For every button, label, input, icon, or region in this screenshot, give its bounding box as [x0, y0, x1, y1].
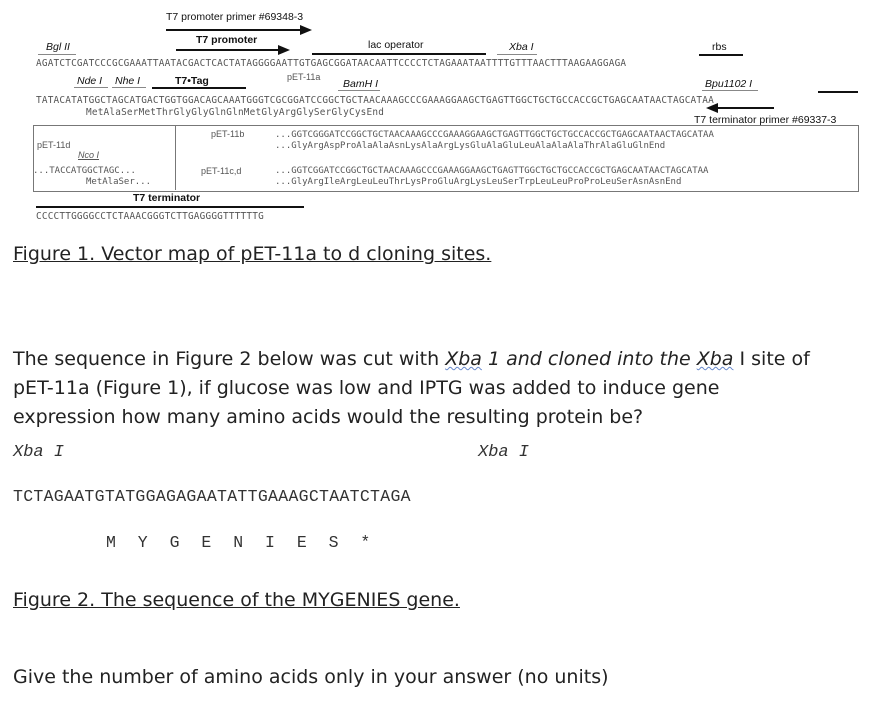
pet11d-label: pET-11d	[37, 140, 71, 150]
bamh1-label: BamH I	[343, 78, 379, 90]
pet11cd-sequence: ...GGTCGGATCCGGCTGCTAACAAAGCCCGAAAGGAAGCTGAGTTGGCTGCTGCCACCGCTGAGCAATAACTAGCATAA	[275, 166, 709, 176]
lac-operator-label: lac operator	[368, 39, 424, 51]
pet11b-sequence: ...GGTCGGGATCCGGCTGCTAACAAAGCCCGAAAGGAAGCTGAGTTGGCTGCTGCCACCGCTGAGCAATAACTAGCATAA	[275, 130, 714, 140]
bpu1102-label: Bpu1102 I	[705, 78, 753, 90]
t7-terminator-label: T7 terminator	[133, 192, 201, 204]
xba1-label: Xba I	[509, 41, 534, 53]
nde1-label: Nde I	[77, 75, 103, 87]
t7-promoter-arrow	[176, 44, 296, 56]
pet11b-aa: ...GlyArgAspProAlaAlaAsnLysAlaArgLysGluAlaGluLeuAlaAlaAlaThrAlaGluGlnEnd	[275, 141, 666, 151]
t7-terminator-primer-label: T7 terminator primer #69337-3	[694, 114, 837, 126]
pet11d-sequence: ...TACCATGGCTAGC...	[33, 166, 136, 176]
figure-2-caption: Figure 2. The sequence of the MYGENIES gene.	[13, 589, 460, 611]
t7-promoter-primer-label: T7 promoter primer #69348-3	[166, 11, 304, 23]
mygenies-sequence: TCTAGAATGTATGGAGAGAATATTGAAAGCTAATCTAGA	[13, 487, 411, 506]
pet11cd-aa: ...GlyArgIleArgLeuLeuThrLysProGluArgLysLeuSerTrpLeuLeuProProLeuSerAsnAsnEnd	[275, 177, 682, 187]
figure-1-caption: Figure 1. Vector map of pET-11a to d cloning sites.	[13, 243, 492, 265]
t7-promoter-label: T7 promoter	[196, 34, 258, 46]
xba-left-label: Xba I	[13, 443, 65, 462]
amino-acid-translation: M Y G E N I E S *	[106, 533, 373, 552]
sequence-line-1: AGATCTCGATCCCGCGAAATTAATACGACTCACTATAGGGGAATTGTGAGCGGATAACAATTCCCCTCTAGAAATAATTTTGTTTAACTTTAAGAAGGAGA	[36, 58, 627, 69]
answer-instruction: Give the number of amino acids only in your answer (no units)	[13, 666, 609, 688]
pet11d-aa: MetAlaSer...	[86, 177, 152, 187]
rbs-label: rbs	[712, 41, 727, 53]
pet11cd-label: pET-11c,d	[201, 166, 242, 176]
sequence-last-line: CCCCTTGGGGCCTCTAAACGGGTCTTGAGGGGTTTTTTG	[36, 211, 264, 222]
bgl2-label: Bgl II	[46, 41, 70, 53]
pet11a-label: pET-11a	[287, 72, 321, 82]
xba-right-label: Xba I	[478, 443, 530, 462]
question-text: The sequence in Figure 2 below was cut with Xba 1 and cloned into the Xba I site of pET-11a (Figure 1), if glucose was low and IPTG was added to induce gene expression how many amino acids would the resulting protein be?	[13, 348, 810, 428]
aa-line-2: MetAlaSerMetThrGlyGlyGlnGlnMetGlyArgGlySerGlyCysEnd	[86, 107, 385, 118]
t7-terminator-primer-arrow	[706, 102, 776, 114]
nhe1-label: Nhe I	[115, 75, 141, 87]
nco1-label: Nco I	[78, 150, 100, 160]
t7-tag-label: T7•Tag	[175, 75, 209, 87]
sequence-line-2: TATACATATGGCTAGCATGACTGGTGGACAGCAAATGGGTCGCGGATCCGGCTGCTAACAAAGCCCGAAAGGAAGCTGAGTTGGCTGCTGCCACCGCTGAGCAATAACTAGCATAA	[36, 95, 714, 106]
pet11b-label: pET-11b	[211, 129, 245, 139]
